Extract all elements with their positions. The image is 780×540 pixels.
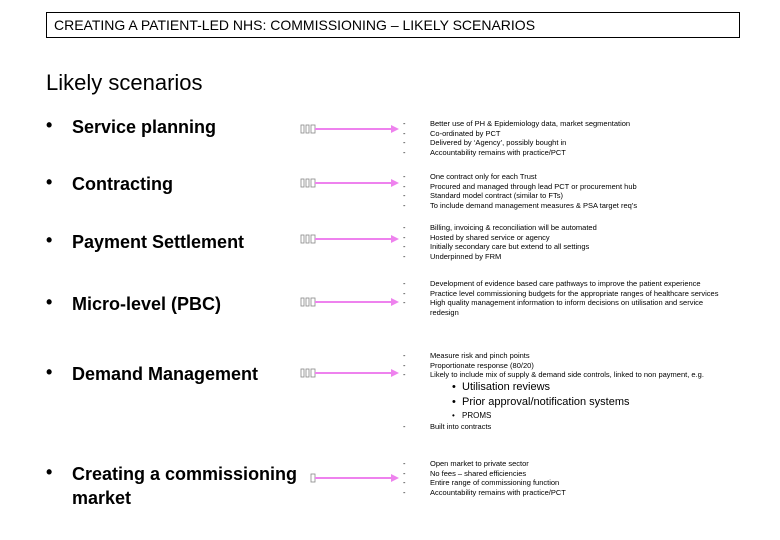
bullet: • (46, 115, 53, 135)
detail-row: - Initially secondary care but extend to all settings (403, 242, 590, 252)
detail-row: - Better use of PH & Epidemiology data, market segmentation (403, 119, 631, 128)
item-payment-settlement (46, 230, 244, 254)
item-service-planning (46, 115, 216, 139)
item-micro-level (46, 292, 221, 316)
item-contracting (46, 172, 173, 196)
detail-row: - Underpinned by FRM (403, 252, 502, 262)
item-label: Micro-level (PBC) (72, 294, 222, 314)
detail-row: - Procured and managed through lead PCT or procurement hub (403, 181, 637, 191)
item-demand-management (46, 362, 258, 386)
bullet: • (46, 292, 53, 312)
item-label: Service planning (72, 117, 217, 137)
detail-row: - Entire range of commissioning function (403, 478, 560, 488)
detail-row: - Delivered by ‘Agency’, possibly bought in (403, 138, 567, 148)
arrow-right-icon (300, 123, 400, 135)
detail-row: - Proportionate response (80/20) (403, 360, 534, 370)
detail-row: - High quality management information to inform decisions on utilisation and service redesign (403, 298, 704, 318)
detail-row: - One contract only for each Trust (403, 172, 537, 181)
details-contracting (400, 172, 637, 211)
detail-row: - Billing, invoicing & reconciliation will be automated (403, 223, 597, 232)
item-label (72, 462, 297, 510)
detail-row: - Co-ordinated by PCT (403, 128, 501, 138)
subtitle: Likely scenarios (46, 70, 203, 95)
bullet: • (46, 172, 53, 192)
item-label: Demand Management (72, 364, 259, 384)
detail-row: - Likely to include mix of supply & demand side controls, linked to non payment, e.g. (403, 370, 704, 380)
detail-row: - No fees – shared efficiencies (403, 468, 527, 478)
bullet: • (46, 462, 53, 482)
detail-row: - Measure risk and pinch points (403, 351, 530, 360)
item-commissioning-market (46, 462, 297, 510)
detail-row: - Development of evidence based care pathways to improve the patient experience (403, 279, 701, 288)
slide-title: CREATING A PATIENT-LED NHS: COMMISSIONING – LIKELY SCENARIOS (54, 17, 536, 33)
details-commissioning-market (400, 459, 566, 498)
sub-detail-row: • Prior approval/notification systems (452, 396, 630, 409)
detail-row: - Standard model contract (similar to FTs) (403, 191, 563, 201)
item-label: Contracting (72, 174, 173, 194)
sub-detail-row: • Utilisation reviews (452, 381, 551, 394)
detail-row: - Open market to private sector (403, 459, 529, 468)
details-micro-level (400, 279, 730, 318)
item-label-line-2: market (72, 488, 132, 508)
sub-sub-detail-row: • PROMS (452, 411, 492, 421)
detail-row: - Built into contracts (403, 422, 492, 432)
bullet: • (46, 230, 53, 250)
details-payment-settlement (400, 223, 597, 262)
arrow-right-icon (300, 177, 400, 189)
details-demand-management (400, 351, 704, 432)
detail-row: - Practice level commissioning budgets for the appropriate ranges of healthcare services (403, 288, 719, 298)
details-service-planning (400, 119, 630, 158)
arrow-right-icon (300, 367, 400, 379)
detail-row: - Accountability remains with practice/PCT (403, 488, 566, 498)
arrow-right-icon (300, 296, 400, 308)
item-label: Payment Settlement (72, 232, 245, 252)
bullet: • (46, 362, 53, 382)
detail-row: - Hosted by shared service or agency (403, 232, 550, 242)
detail-row: - Accountability remains with practice/PCT (403, 148, 566, 158)
detail-row: - To include demand management measures & PSA target req’s (403, 201, 638, 211)
slide-header (46, 12, 740, 38)
arrow-right-icon (300, 472, 400, 484)
arrow-right-icon (300, 233, 400, 245)
item-label-line-1: Creating a commissioning (72, 464, 298, 484)
